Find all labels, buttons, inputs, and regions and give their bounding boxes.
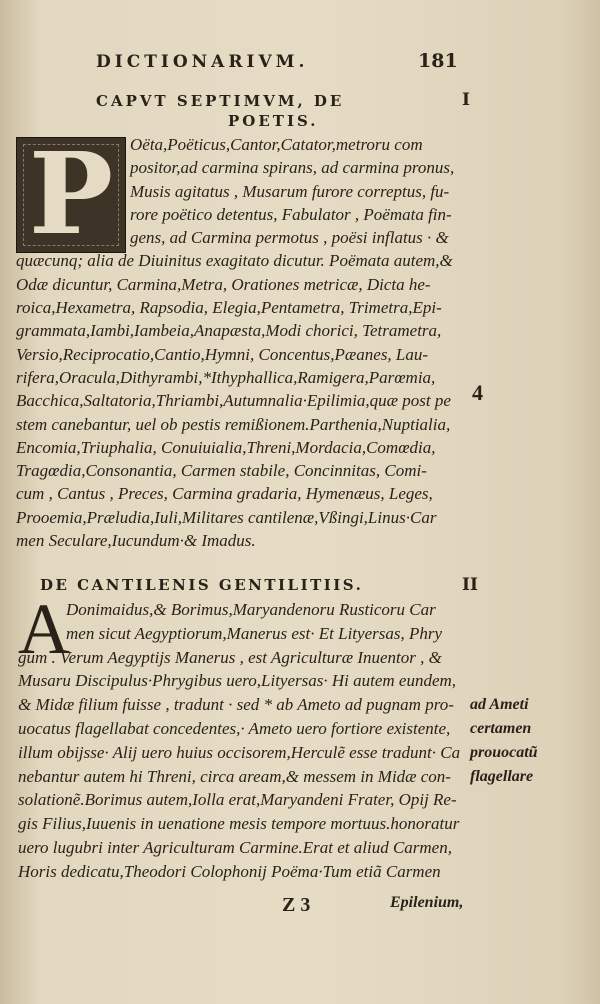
text-line: rifera,Oracula,Dithyrambi,*Ithyphallica,Ramigera,Parœmia, xyxy=(16,367,436,387)
section-initial: A xyxy=(18,589,70,669)
text-line: uero lugubri inter Agriculturam Carmine.Erat et aliud Carmen, xyxy=(18,837,452,857)
text-line: Bacchica,Saltatoria,Thriambi,Autumnalia·Epilimia,quæ post pe xyxy=(16,391,451,411)
text-line: stem canebantur, uel ob pestis remißionem.Parthenia,Nuptialia, xyxy=(16,414,451,434)
text-line: roica,Hexametra, Rapsodia, Elegia,Pentametra, Trimetra,Epi- xyxy=(16,298,442,318)
text-line: Prooemia,Præludia,Iuli,Militares cantilenæ,Vßingi,Linus·Car xyxy=(16,507,437,527)
text-line: illum obijsse· Alij uero huius occisorem,Herculẽ esse tradunt· Ca xyxy=(18,742,461,762)
text-line: gis Filius,Iuuenis in uenatione mesis tempore mortuus.honoratur xyxy=(18,814,460,834)
text-line: Musis agitatus , Musarum furore correptus, fu- xyxy=(130,181,450,201)
text-line: positor,ad carmina spirans, ad carmina pronus, xyxy=(130,158,455,178)
text-line: Donimaidus,& Borimus,Maryandenoru Rusticoru Car xyxy=(66,600,436,619)
marginal-note: flagellare xyxy=(470,768,534,785)
text-line: solationẽ.Borimus autem,Iolla erat,Maryandeni Frater, Opij Re- xyxy=(18,790,457,810)
text-line: & Midæ filium fuisse , tradunt · sed * ab Ameto ad pugnam pro- xyxy=(18,695,454,715)
text-line: Odæ dicuntur, Carmina,Metra, Orationes metricæ, Dicta he- xyxy=(16,274,431,294)
page-number: 181 xyxy=(418,50,458,72)
text-line: uocatus flagellabat concedentes,· Ameto uero fortiore existente, xyxy=(18,718,451,738)
marginal-note: ad Ameti xyxy=(470,696,529,713)
text-line: Oëta,Poëticus,Cantor,Catator,metroru com xyxy=(130,135,423,154)
text-line: Tragœdia,Consonantia, Carmen stabile, Concinnitas, Comi- xyxy=(16,461,427,481)
text-line: nebantur autem hi Threni, circa aream,& messem in Midæ con- xyxy=(18,766,451,786)
text-line: Versio,Reciprocatio,Cantio,Hymni, Concentus,Pæanes, Lau- xyxy=(16,344,429,364)
marginal-note: certamen xyxy=(470,720,532,737)
text-line: Horis dedicatu,Theodori Colophonij Poëma·Tum etiã Carmen xyxy=(18,861,441,881)
chapter-numeral: I xyxy=(462,90,470,110)
initial-letter: P xyxy=(28,129,114,260)
chapter-text xyxy=(16,133,472,552)
catchword: Epilenium, xyxy=(390,894,464,911)
text-line: men sicut Aegyptiorum,Manerus est· Et Lityersas, Phry xyxy=(66,623,443,643)
text-line: gens, ad Carmina permotus , poësi inflatus · & xyxy=(130,228,449,248)
text-line: quæcunq; alia de Diuinitus exagitato dicutur. Poëmata autem,& xyxy=(16,251,453,271)
text-line: gum . Verum Aegyptijs Manerus , est Agriculturæ Inuentor , & xyxy=(18,647,442,667)
text-line: rore poëtico detentus, Fabulator , Poëmata fin- xyxy=(130,204,452,224)
chapter-subtitle: POETIS. xyxy=(228,112,319,130)
marginal-notes xyxy=(470,693,538,789)
text-line: cum , Cantus , Preces, Carmina gradaria, Hymenæus, Leges, xyxy=(16,484,433,504)
section-text xyxy=(18,598,478,884)
text-line: Encomia,Triuphalia, Conuiuialia,Threni,Mordacia,Comœdia, xyxy=(16,437,436,457)
text-line: grammata,Iambi,Iambeia,Anapæsta,Modi chorici, Tetrametra, xyxy=(16,321,442,341)
section-title: DE CANTILENIS GENTILITIIS. xyxy=(40,576,364,594)
chapter-title: CAPVT SEPTIMVM, DE xyxy=(96,92,345,110)
margin-number: 4 xyxy=(472,380,483,405)
section-numeral: II xyxy=(462,575,478,595)
marginal-note: prouocatũ xyxy=(470,744,538,761)
signature-mark: Z 3 xyxy=(282,894,311,916)
running-head: DICTIONARIVM. xyxy=(96,52,309,72)
text-line: Musaru Discipulus·Phrygibus uero,Lityersas· Hi autem eundem, xyxy=(18,671,457,691)
text-line: men Seculare,Iucundum·& Imadus. xyxy=(16,531,256,551)
